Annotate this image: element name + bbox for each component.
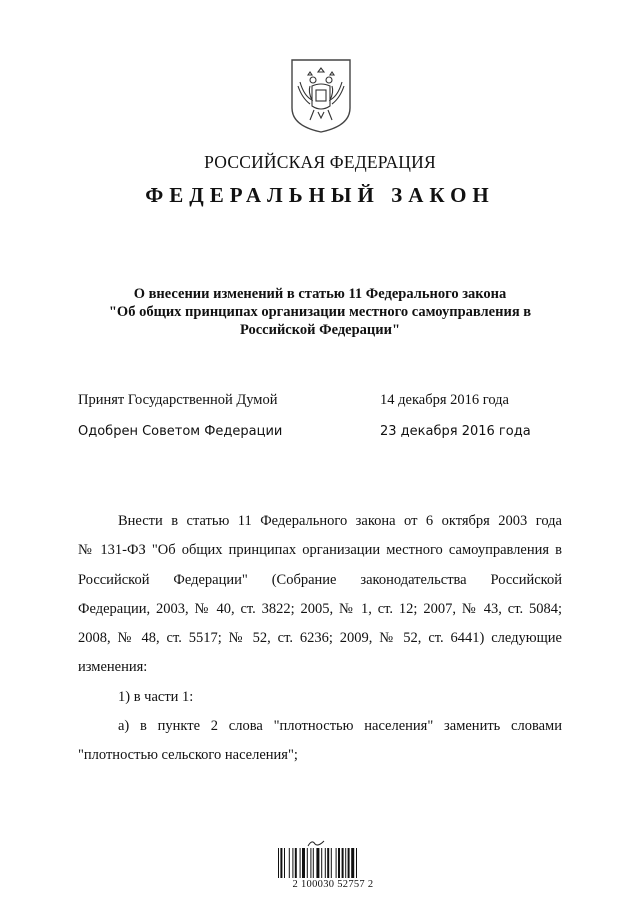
barcode-number: 2 100030 52757 2 bbox=[292, 879, 374, 890]
barcode-bar bbox=[321, 848, 322, 878]
signature-mark-icon bbox=[306, 838, 326, 848]
barcode-bar bbox=[284, 848, 285, 878]
law-title bbox=[100, 285, 540, 339]
body-line: Федерации, 2003, № 40, ст. 3822; 2005, № 1, ст. 12; 2007, № 43, ст. 5084; bbox=[78, 600, 562, 617]
barcode-bar bbox=[327, 848, 329, 878]
barcode-icon bbox=[278, 848, 388, 878]
barcode-bar bbox=[292, 848, 293, 878]
barcode-bar bbox=[348, 848, 350, 878]
law-title-line: Российской Федерации" bbox=[239, 322, 401, 338]
body-line: № 131-ФЗ "Об общих принципах организации местного самоуправления в bbox=[78, 542, 562, 559]
council-approval-row bbox=[78, 424, 558, 439]
russian-coat-of-arms-icon bbox=[288, 56, 354, 134]
law-type-heading: ФЕДЕРАЛЬНЫЙ ЗАКОН bbox=[145, 183, 495, 207]
barcode-bar bbox=[280, 848, 282, 878]
law-body bbox=[78, 513, 562, 777]
body-line: изменения: bbox=[78, 659, 148, 676]
barcode-bar bbox=[310, 848, 311, 878]
country-heading: РОССИЙСКАЯ ФЕДЕРАЦИЯ bbox=[204, 152, 436, 172]
barcode-bar bbox=[307, 848, 308, 878]
barcode-bar bbox=[338, 848, 340, 878]
barcode-bar bbox=[351, 848, 354, 878]
barcode-bar bbox=[331, 848, 332, 878]
body-line: 2008, № 48, ст. 5517; № 52, ст. 6236; 2009, № 52, ст. 6441) следующие bbox=[78, 630, 562, 647]
council-label: Одобрен Советом Федерации bbox=[78, 424, 283, 439]
duma-date: 14 декабря 2016 года bbox=[380, 392, 509, 408]
barcode-bar bbox=[316, 848, 319, 878]
body-line: "плотностью сельского населения"; bbox=[78, 747, 298, 764]
barcode bbox=[268, 838, 398, 893]
duma-label: Принят Государственной Думой bbox=[78, 392, 278, 408]
council-date: 23 декабря 2016 года bbox=[380, 424, 531, 439]
body-line: Российской Федерации" (Собрание законодательства Российской bbox=[78, 571, 562, 588]
body-line: Внести в статью 11 Федерального закона от 6 октября 2003 года bbox=[118, 513, 562, 529]
law-title-line: О внесении изменений в статью 11 Федерального закона bbox=[133, 286, 507, 302]
barcode-bar bbox=[278, 848, 279, 878]
barcode-bar bbox=[345, 848, 346, 878]
barcode-bar bbox=[342, 848, 344, 878]
barcode-bar bbox=[313, 848, 314, 878]
duma-adoption-row bbox=[78, 392, 558, 409]
barcode-bar bbox=[295, 848, 297, 878]
body-line: 1) в части 1: bbox=[118, 688, 194, 705]
barcode-bar bbox=[300, 848, 301, 878]
barcode-bar bbox=[336, 848, 337, 878]
law-title-line: "Об общих принципах организации местного самоуправления в bbox=[108, 304, 532, 320]
barcode-bar bbox=[325, 848, 326, 878]
barcode-bar bbox=[356, 848, 357, 878]
barcode-bar bbox=[302, 848, 305, 878]
body-line: а) в пункте 2 слова "плотностью населения" заменить словами bbox=[118, 718, 562, 735]
barcode-bar bbox=[289, 848, 290, 878]
